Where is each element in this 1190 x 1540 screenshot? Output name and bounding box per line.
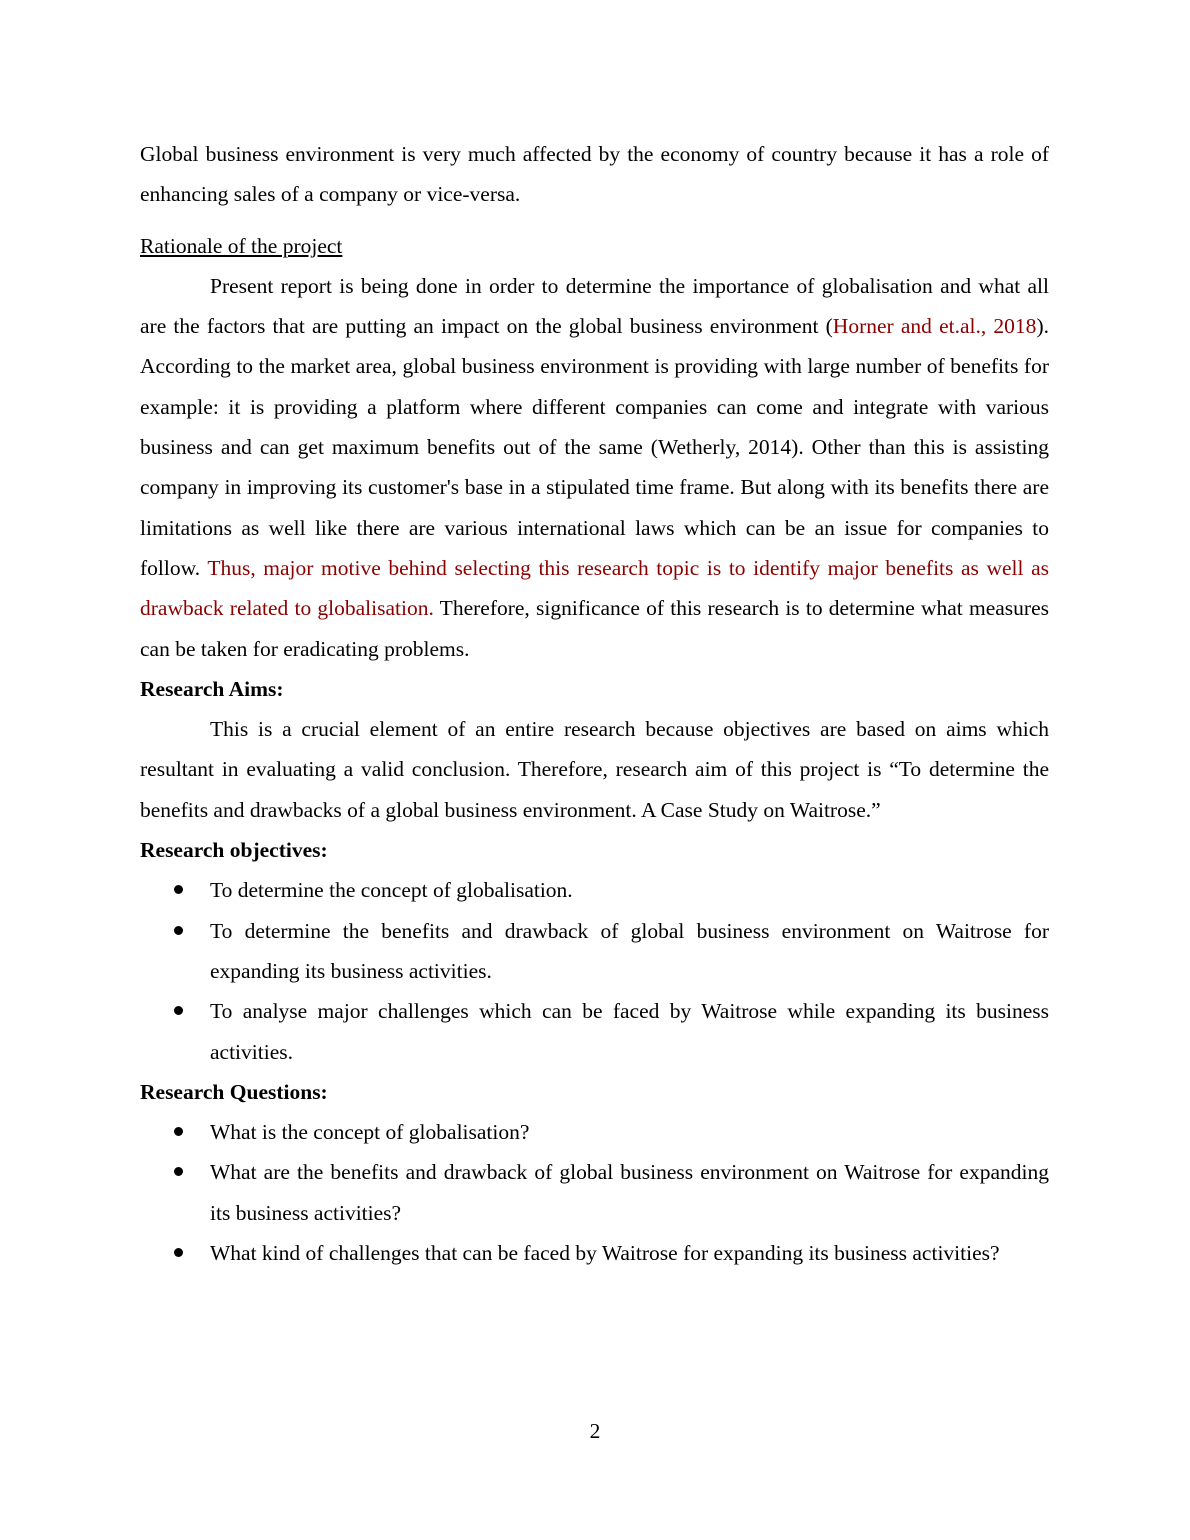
bullet-icon xyxy=(174,1006,183,1015)
document-page xyxy=(140,134,1049,1273)
rationale-text-3: Therefore, significance of this research is to determine what measures can be taken for eradicating problems. xyxy=(140,596,1049,661)
aims-heading: Research Aims: xyxy=(140,676,284,701)
objective-text: To determine the benefits and drawback of global business environment on Waitrose for expanding its business activities. xyxy=(210,918,1049,983)
objective-text: To analyse major challenges which can be faced by Waitrose while expanding its business activities. xyxy=(210,999,1049,1064)
objectives-heading: Research objectives: xyxy=(140,838,328,863)
bullet-icon xyxy=(174,1248,183,1257)
list-item xyxy=(140,1112,1049,1152)
list-item xyxy=(140,1152,1049,1233)
rationale-highlight: Thus, major motive behind selecting this research topic is to identify major benefits as well as drawback related to globalisation. xyxy=(140,555,1049,621)
rationale-paragraph xyxy=(140,266,1049,669)
question-text: What is the concept of globalisation? xyxy=(210,1120,530,1145)
page-number: 2 xyxy=(589,1419,601,1443)
rationale-text-1: Present report is being done in order to determine the importance of globalisation and what all are the factors that are putting an impact on the global business environment ( xyxy=(140,273,1049,339)
questions-list xyxy=(140,1112,1049,1273)
bullet-icon xyxy=(174,926,183,935)
list-item xyxy=(140,870,1049,910)
intro-paragraph: Global business environment is very much affected by the economy of country because it has a role of enhancing sales of a company or vice-versa. xyxy=(140,142,1049,207)
bullet-icon xyxy=(174,1127,183,1136)
bullet-icon xyxy=(174,1167,183,1176)
question-text: What are the benefits and drawback of global business environment on Waitrose for expanding its business activities? xyxy=(210,1160,1049,1225)
list-item xyxy=(140,1233,1049,1273)
citation-horner: Horner and et.al., 2018 xyxy=(832,314,1037,339)
objectives-list xyxy=(140,870,1049,1071)
questions-heading: Research Questions: xyxy=(140,1079,328,1104)
rationale-heading: Rationale of the project xyxy=(140,233,343,258)
rationale-text-2: ). According to the market area, global business environment is providing with large number of benefits for example: it is providing a platform where different companies can come and integrate with various business and can get maximum benefits out of the same (Wetherly, 2014). Other than this is assisting company in improving its customer's base in a stipulated time frame. But along with its benefits there are limitations as well like there are various international laws which can be an issue for companies to follow. xyxy=(140,314,1049,580)
list-item xyxy=(140,911,1049,992)
list-item xyxy=(140,991,1049,1072)
question-text: What kind of challenges that can be faced by Waitrose for expanding its business activities? xyxy=(210,1241,1000,1266)
bullet-icon xyxy=(174,885,183,894)
aims-paragraph: This is a crucial element of an entire research because objectives are based on aims which resultant in evaluating a valid conclusion. Therefore, research aim of this project is “To determine the benefits and drawbacks of a global business environment. A Case Study on Waitrose.” xyxy=(140,717,1049,822)
objective-text: To determine the concept of globalisation. xyxy=(210,878,573,903)
